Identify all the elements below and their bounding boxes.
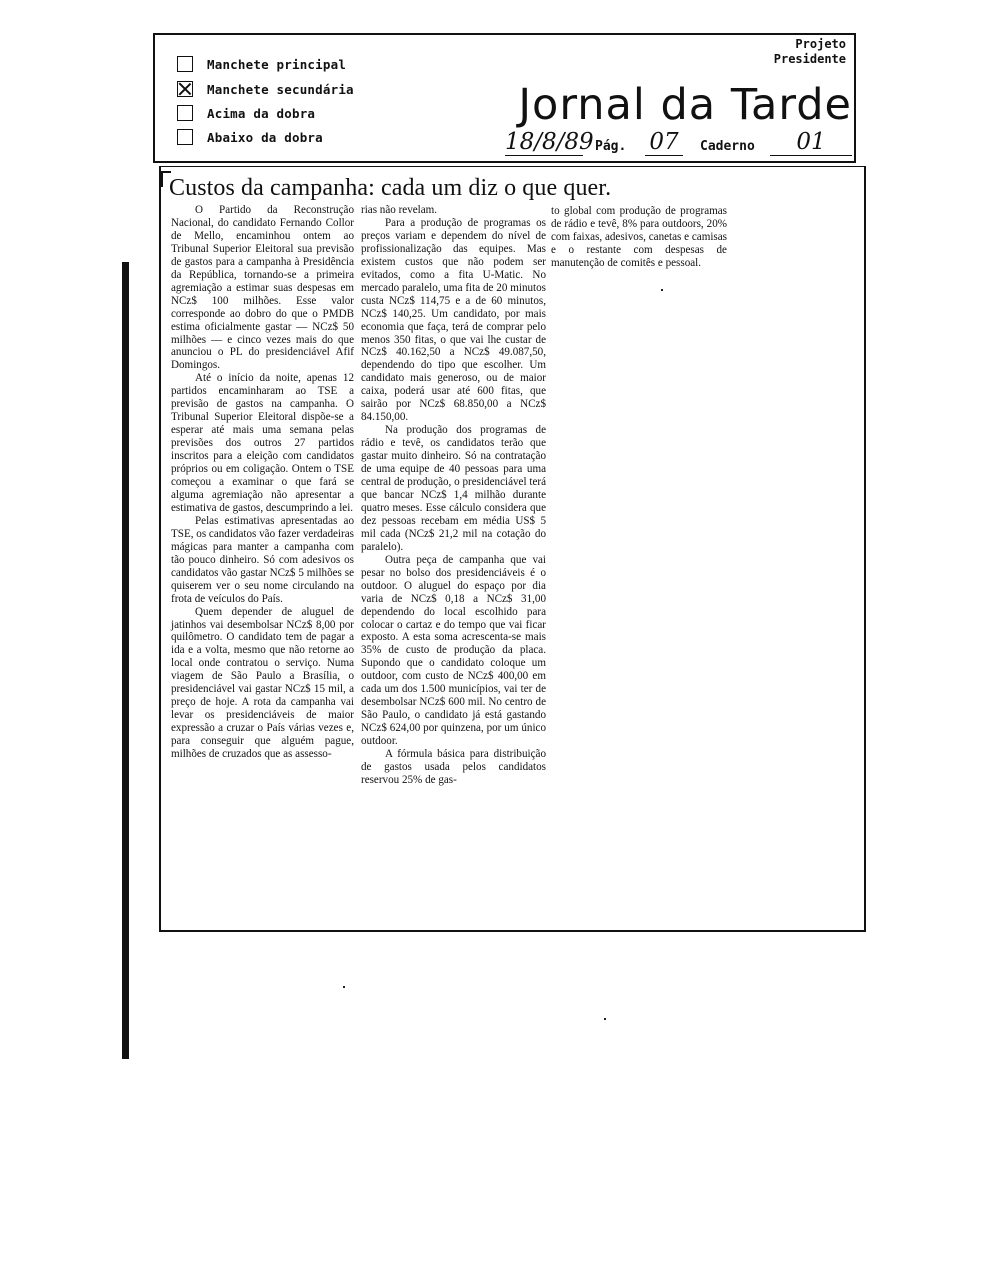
article-clipping xyxy=(159,166,866,932)
project-label xyxy=(774,37,846,67)
paragraph: Outra peça de campanha que vai pesar no bolso dos presidenciáveis é o outdoor. O aluguel do espaço por dia varia de NCz$ 0,18 a NCz$ 31,00 dependendo do local escolhido para colocar o cartaz e do tempo que vai ficar exposto. A esta soma acrescenta-se mais 35% de custo de produção da placa. Supondo que o candidato coloque um outdoor, com custo de NCz$ 400,00 em cada um dos 1.500 municípios, vai ter de desembolsar NCz$ 600 mil. No centro de São Paulo, o candidato já está gastando NCz$ 624,00 por quinzena, por um único outdoor. xyxy=(361,553,546,748)
page-number: 07 xyxy=(645,129,683,156)
clipping-meta xyxy=(505,129,855,159)
checkbox-row-manchete-secundaria[interactable] xyxy=(177,79,354,99)
clipping-header xyxy=(153,33,856,163)
paragraph: Pelas estimativas apresentadas ao TSE, os candidatos vão fazer verdadeiras mágicas para manter a campanha com tão pouco dinheiro. Só com adesivos os candidatos vão gastar NCz$ 5 milhões se quiserem ver o seu nome circulando na frota de veículos do País. xyxy=(171,514,354,605)
checked-checkbox[interactable] xyxy=(177,81,193,97)
paragraph: A fórmula básica para distribuição de gastos usada pelos candidatos reservou 25% de gas- xyxy=(361,748,546,786)
section-label: Caderno xyxy=(700,139,755,154)
checkbox[interactable] xyxy=(177,129,193,145)
paragraph: Na produção dos programas de rádio e tevê, os candidatos terão que gastar muito dinheiro. Só na contratação de uma equipe de 40 pessoas para uma central de produção, o presidenciável terá que bancar NCz$ 1,4 milhão durante quatro meses. Esse cálculo considera que dez pessoas recebam em média US$ 5 mil cada (NCz$ 21,2 mil na cotação do paralelo). xyxy=(361,424,546,553)
paragraph: Quem depender de aluguel de jatinhos vai desembolsar NCz$ 8,00 por quilômetro. O candidato tem de pagar a ida e a volta, mesmo que não retorne ao local onde contratou o serviço. Numa viagem de São Paulo a Brasília, o presidenciável vai gastar NCz$ 15 mil, a preço de hoje. A rota da campanha vai levar os presidenciáveis de maior expressão a cruzar o País várias vezes e, para conseguir que alguém pague, milhões de cruzados que as assesso- xyxy=(171,605,354,761)
checkbox-row-manchete-principal[interactable] xyxy=(177,54,346,74)
checkbox-row-acima-da-dobra[interactable] xyxy=(177,103,315,123)
article-column-2 xyxy=(361,204,546,787)
checkbox[interactable] xyxy=(177,56,193,72)
paragraph-continuation: to global com produção de programas de rádio e tevê, 8% para outdoors, 20% com faixas, adesivos, canetas e camisas e o restante com despesas de manutenção de comitês e pessoal. xyxy=(551,205,727,269)
paragraph: Para a produção de programas os preços variam e dependem do nível de profissionalização das equipes. Mas existem custos que não podem ser evitados, como a fita U-Matic. No mercado paralelo, uma fita de 20 minutos custa NCz$ 114,75 e a de 60 minutos, NCz$ 140,25. Um candidato, por mais economia que faça, terá de comprar pelo menos 350 fitas, o que vai lhe custar de NCz$ 40.162,50 a NCz$ 49.087,50, dependendo do tipo que escolher. Um candidato mais generoso, ou de maior caixa, poderá usar até 600 fitas, que sairão por NCz$ 68.850,00 a NCz$ 84.150,00. xyxy=(361,216,546,424)
checkbox-label: Abaixo da dobra xyxy=(207,129,323,145)
checkbox-label: Manchete principal xyxy=(207,56,347,72)
newspaper-name: Jornal da Tarde xyxy=(518,80,852,130)
article-column-3 xyxy=(551,205,727,270)
scan-edge-bar xyxy=(122,262,129,1059)
page-label: Pág. xyxy=(595,139,627,154)
checkbox-row-abaixo-da-dobra[interactable] xyxy=(177,127,323,147)
scan-speck xyxy=(661,289,663,291)
section-number: 01 xyxy=(770,129,852,156)
article-headline: Custos da campanha: cada um diz o que quer. xyxy=(169,175,612,201)
checkbox[interactable] xyxy=(177,105,193,121)
checkbox-label: Acima da dobra xyxy=(207,105,316,121)
project-line-2: Presidente xyxy=(773,52,846,66)
paragraph: O Partido da Reconstrução Nacional, do candidato Fernando Collor de Mello, encaminhou ontem ao Tribunal Superior Eleitoral sua previsão de gastos para a campanha à Presidência da República, tornando-se a primeira agremiação a estimar suas despesas em NCz$ 100 milhões. Esse valor corresponde ao dobro do que o PMDB estima oficialmente gastar — NCz$ 50 milhões — e cinco vezes mais do que anunciou o PL do presidenciável Afif Domingos. xyxy=(171,204,354,372)
paragraph-continuation: rias não revelam. xyxy=(361,204,438,216)
article-column-1 xyxy=(171,204,354,761)
date-value: 18/8/89 xyxy=(505,129,594,155)
checkbox-label: Manchete secundária xyxy=(207,81,354,97)
project-line-1: Projeto xyxy=(795,37,846,51)
scan-speck xyxy=(343,986,345,988)
scan-speck xyxy=(604,1018,606,1020)
paragraph: Até o início da noite, apenas 12 partidos encaminharam ao TSE a previsão de gastos na campanha. O Tribunal Superior Eleitoral dispõe-se a esperar até mais uma semana pelas previsões dos outros 27 partidos inscritos para a eleição com candidatos próprios ou em coligação. Ontem o TSE começou a examinar o que fará se alguma agremiação não apresentar a estimativa de gastos, descumprindo a lei. xyxy=(171,372,354,514)
